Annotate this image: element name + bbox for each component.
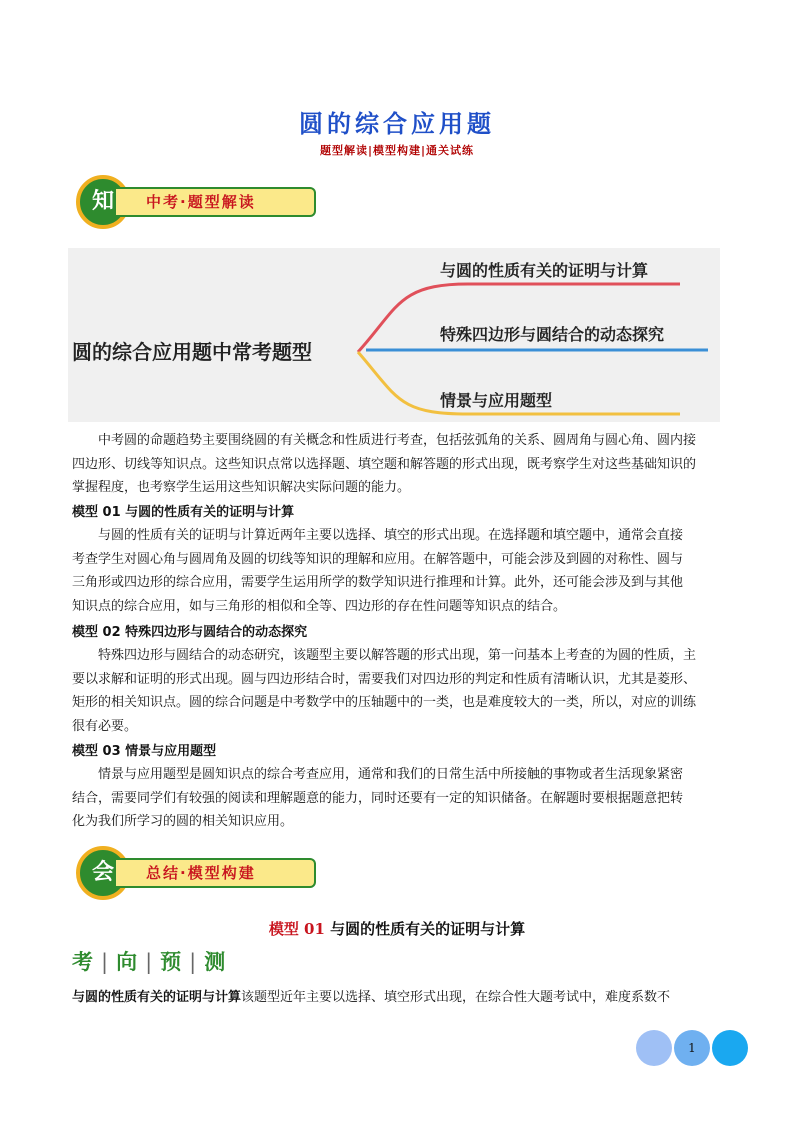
trend-paragraph [72, 986, 732, 1005]
exam-trend-label [72, 946, 227, 976]
model-number: 模型 01 [268, 920, 325, 938]
section-model-title [0, 918, 794, 939]
paragraph-line: 三角形或四边形的综合应用，需要学生运用所学的数学知识进行推理和计算。此外，还可能会涉及到与其他 [72, 575, 684, 590]
intro-line: 四边形、切线等知识点。这些知识点常以选择题、填空题和解答题的形式出现，既考察学生对这些基础知识的 [72, 456, 697, 472]
intro-line: 掌握程度，也考察学生运用这些知识解决实际问题的能力。 [72, 480, 411, 495]
paragraph-line: 化为我们所学习的圆的相关知识应用。 [72, 814, 294, 829]
page-title: 圆的综合应用题 [299, 110, 495, 138]
page-number-indicator [636, 1028, 752, 1068]
mindmap-center-label: 圆的综合应用题中常考题型 [72, 340, 312, 364]
paragraph-line: 很有必要。 [72, 718, 138, 734]
trend-separator: | [145, 950, 155, 974]
trend-char: 向 [116, 949, 140, 974]
model-name: 与圆的性质有关的证明与计算 [330, 920, 526, 938]
page-number: 1 [674, 1030, 710, 1066]
mindmap-branch-3: 情景与应用题型 [440, 391, 553, 410]
trend-bold-lead: 与圆的性质有关的证明与计算 [72, 990, 242, 1005]
trend-separator: | [189, 950, 199, 974]
intro-paragraph [72, 429, 732, 500]
trend-char: 预 [160, 949, 184, 974]
intro-line: 中考圆的命题趋势主要围绕圆的有关概念和性质进行考查，包括弦弧角的关系、圆周角与圆心角、圆内接 [98, 433, 697, 448]
page-subtitle: 题型解读|模型构建|通关试练 [319, 144, 475, 157]
paragraph-line: 特殊四边形与圆结合的动态研究，该题型主要以解答题的形式出现，第一问基本上考查的为圆的性质，主 [98, 648, 697, 663]
paragraph-line: 情景与应用题型是圆知识点的综合考查应用，通常和我们的日常生活中所接触的事物或者生活现象紧密 [98, 767, 684, 782]
model-03-heading: 模型 03 情景与应用题型 [72, 744, 217, 759]
trend-char: 测 [204, 949, 228, 974]
model-01-paragraph [72, 524, 732, 618]
section-banner-knowledge [76, 175, 326, 221]
banner-badge: 知 [76, 175, 130, 229]
paragraph-line: 与圆的性质有关的证明与计算近两年主要以选择、填空的形式出现。在选择题和填空题中，通常会直接 [98, 528, 684, 543]
section-banner-summary [76, 846, 326, 892]
paragraph-line: 要以求解和证明的形式出现。圆与四边形结合时，需要我们对四边形的判定和性质有清晰认识，尤其是菱形、 [72, 671, 697, 687]
pager-dot-right [712, 1030, 748, 1066]
banner-label: 总结·模型构建 [116, 858, 316, 888]
paragraph-line: 结合，需要同学们有较强的阅读和理解题意的能力，同时还要有一定的知识储备。在解题时要根据题意把转 [72, 790, 684, 806]
trend-text: 该题型近年主要以选择、填空形式出现，在综合性大题考试中，难度系数不 [241, 990, 671, 1005]
trend-char: 考 [72, 949, 95, 974]
mindmap-branch-2: 特殊四边形与圆结合的动态探究 [440, 325, 665, 344]
mindmap-diagram [68, 248, 720, 422]
paragraph-line: 考查学生对圆心角与圆周角及圆的切线等知识的理解和应用。在解答题中，可能会涉及到圆的对称性、圆与 [72, 551, 684, 567]
paragraph-line: 知识点的综合应用，如与三角形的相似和全等、四边形的存在性问题等知识点的结合。 [72, 598, 567, 614]
model-03-paragraph [72, 763, 732, 834]
banner-badge: 会 [76, 846, 130, 900]
model-01-heading: 模型 01 与圆的性质有关的证明与计算 [72, 505, 295, 520]
pager-dot-left [636, 1030, 672, 1066]
model-02-paragraph [72, 644, 732, 738]
model-02-heading: 模型 02 特殊四边形与圆结合的动态探究 [72, 625, 308, 640]
banner-label: 中考·题型解读 [116, 187, 316, 217]
paragraph-line: 矩形的相关知识点。圆的综合问题是中考数学中的压轴题中的一类，也是难度较大的一类，所以，对应的训练 [72, 695, 697, 710]
mindmap-branch-1: 与圆的性质有关的证明与计算 [440, 261, 649, 280]
trend-separator: | [101, 950, 111, 974]
